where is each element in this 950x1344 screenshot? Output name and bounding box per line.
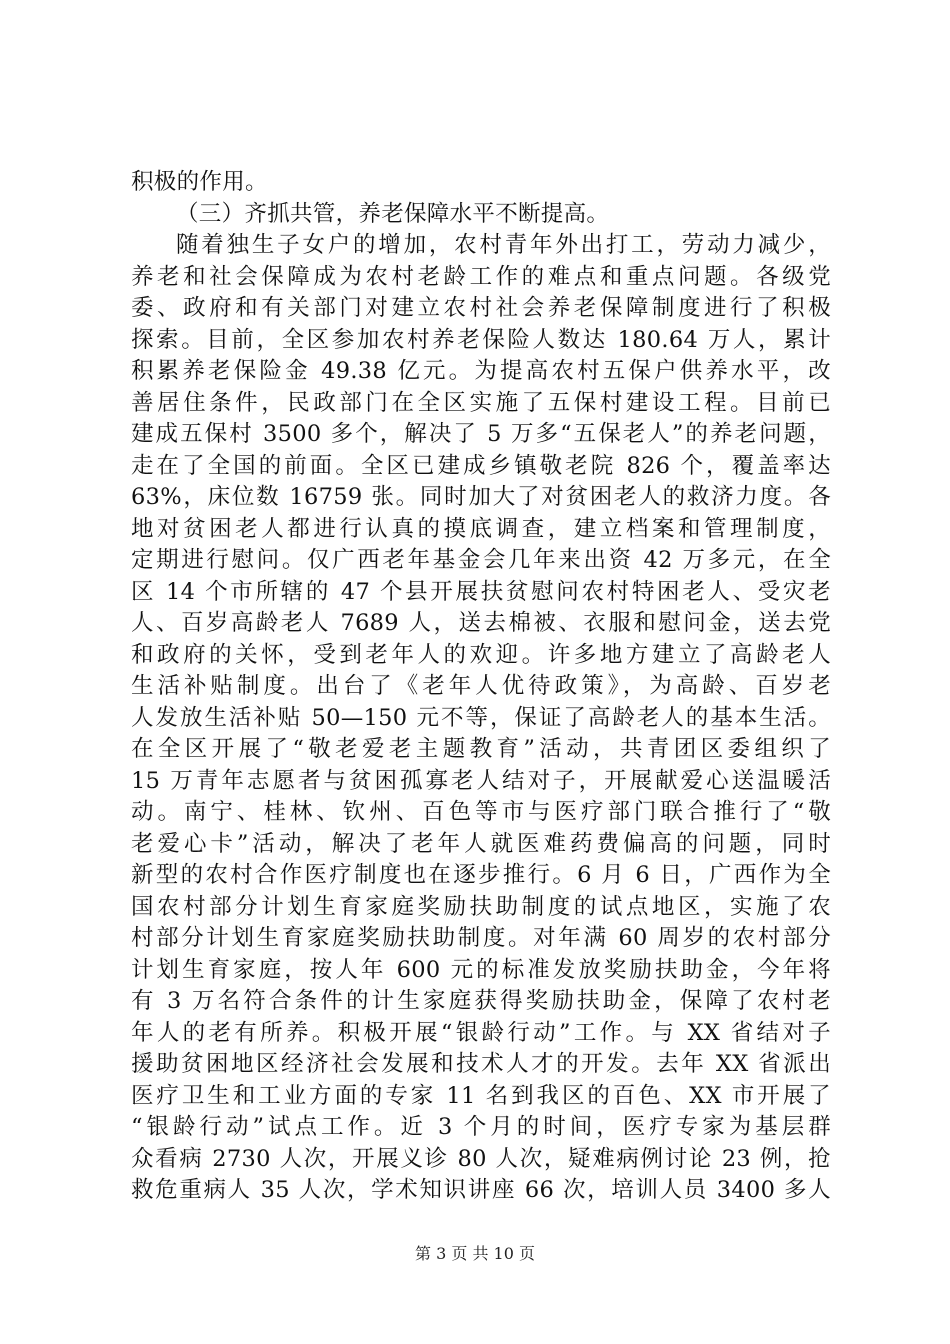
text-line: 积极的作用。 — [131, 169, 268, 195]
text-line: 探索。目前，全区参加农村养老保险人数达 180.64 万人，累计 — [131, 326, 831, 353]
text-line: 区 14 个市所辖的 47 个县开展扶贫慰问农村特困老人、受灾老 — [131, 578, 831, 605]
text-line: 医疗卫生和工业方面的专家 11 名到我区的百色、XX 市开展了 — [131, 1082, 831, 1109]
text-line: 生活补贴制度。出台了《老年人优待政策》，为高龄、百岁老 — [131, 673, 831, 699]
text-line: 援助贫困地区经济社会发展和技术人才的开发。去年 XX 省派出 — [131, 1051, 831, 1077]
text-line: 和政府的关怀，受到老年人的欢迎。许多地方建立了高龄老人 — [131, 641, 831, 668]
text-line: 定期进行慰问。仅广西老年基金会几年来出资 42 万多元，在全 — [131, 547, 831, 573]
text-line: 年人的老有所养。积极开展“银龄行动”工作。与 XX 省结对子 — [131, 1019, 831, 1046]
text-line: 人、百岁高龄老人 7689 人，送去棉被、衣服和慰问金，送去党 — [131, 610, 831, 636]
text-line: 地对贫困老人都进行认真的摸底调查，建立档案和管理制度， — [131, 515, 831, 542]
text-line: 建成五保村 3500 多个，解决了 5 万多“五保老人”的养老问题， — [131, 421, 831, 447]
text-line: 老爱心卡”活动，解决了老年人就医难药费偏高的问题，同时 — [131, 830, 831, 857]
text-line: 新型的农村合作医疗制度也在逐步推行。6 月 6 日，广西作为全 — [131, 862, 831, 888]
text-line: 有 3 万名符合条件的计生家庭获得奖励扶助金，保障了农村老 — [131, 988, 831, 1014]
text-line: 善居住条件，民政部门在全区实施了五保村建设工程。目前已 — [131, 389, 831, 416]
text-line: 动。南宁、桂林、钦州、百色等市与医疗部门联合推行了“敬 — [131, 799, 831, 825]
text-line: 随着独生子女户的增加，农村青年外出打工，劳动力减少， — [176, 232, 831, 258]
body-text — [131, 167, 831, 1207]
text-line: 在全区开展了“敬老爱老主题教育”活动，共青团区委组织了 — [131, 736, 831, 762]
text-line: “银龄行动”试点工作。近 3 个月的时间，医疗专家为基层群 — [131, 1114, 831, 1140]
text-line: 委、政府和有关部门对建立农村社会养老保障制度进行了积极 — [131, 295, 831, 321]
text-line: 走在了全国的前面。全区已建成乡镇敬老院 826 个，覆盖率达 — [131, 452, 831, 479]
page-footer: 第 3 页 共 10 页 — [415, 1244, 535, 1263]
text-line: 众看病 2730 人次，开展义诊 80 人次，疑难病例讨论 23 例，抢 — [131, 1145, 831, 1172]
text-line: 15 万青年志愿者与贫困孤寡老人结对子，开展献爱心送温暖活 — [131, 767, 831, 794]
section-heading: （三）齐抓共管，养老保障水平不断提高。 — [176, 200, 610, 227]
text-line: 积累养老保险金 49.38 亿元。为提高农村五保户供养水平，改 — [131, 358, 831, 384]
text-line: 国农村部分计划生育家庭奖励扶助制度的试点地区，实施了农 — [131, 893, 831, 920]
text-line: 养老和社会保障成为农村老龄工作的难点和重点问题。各级党 — [131, 263, 831, 290]
text-line: 人发放生活补贴 50—150 元不等，保证了高龄老人的基本生活。 — [131, 704, 831, 731]
text-line: 村部分计划生育家庭奖励扶助制度。对年满 60 周岁的农村部分 — [131, 925, 831, 951]
text-line: 救危重病人 35 人次，学术知识讲座 66 次，培训人员 3400 多人 — [131, 1177, 831, 1203]
text-line: 63%，床位数 16759 张。同时加大了对贫困老人的救济力度。各 — [131, 484, 831, 510]
text-line: 计划生育家庭，按人年 600 元的标准发放奖励扶助金，今年将 — [131, 956, 831, 983]
